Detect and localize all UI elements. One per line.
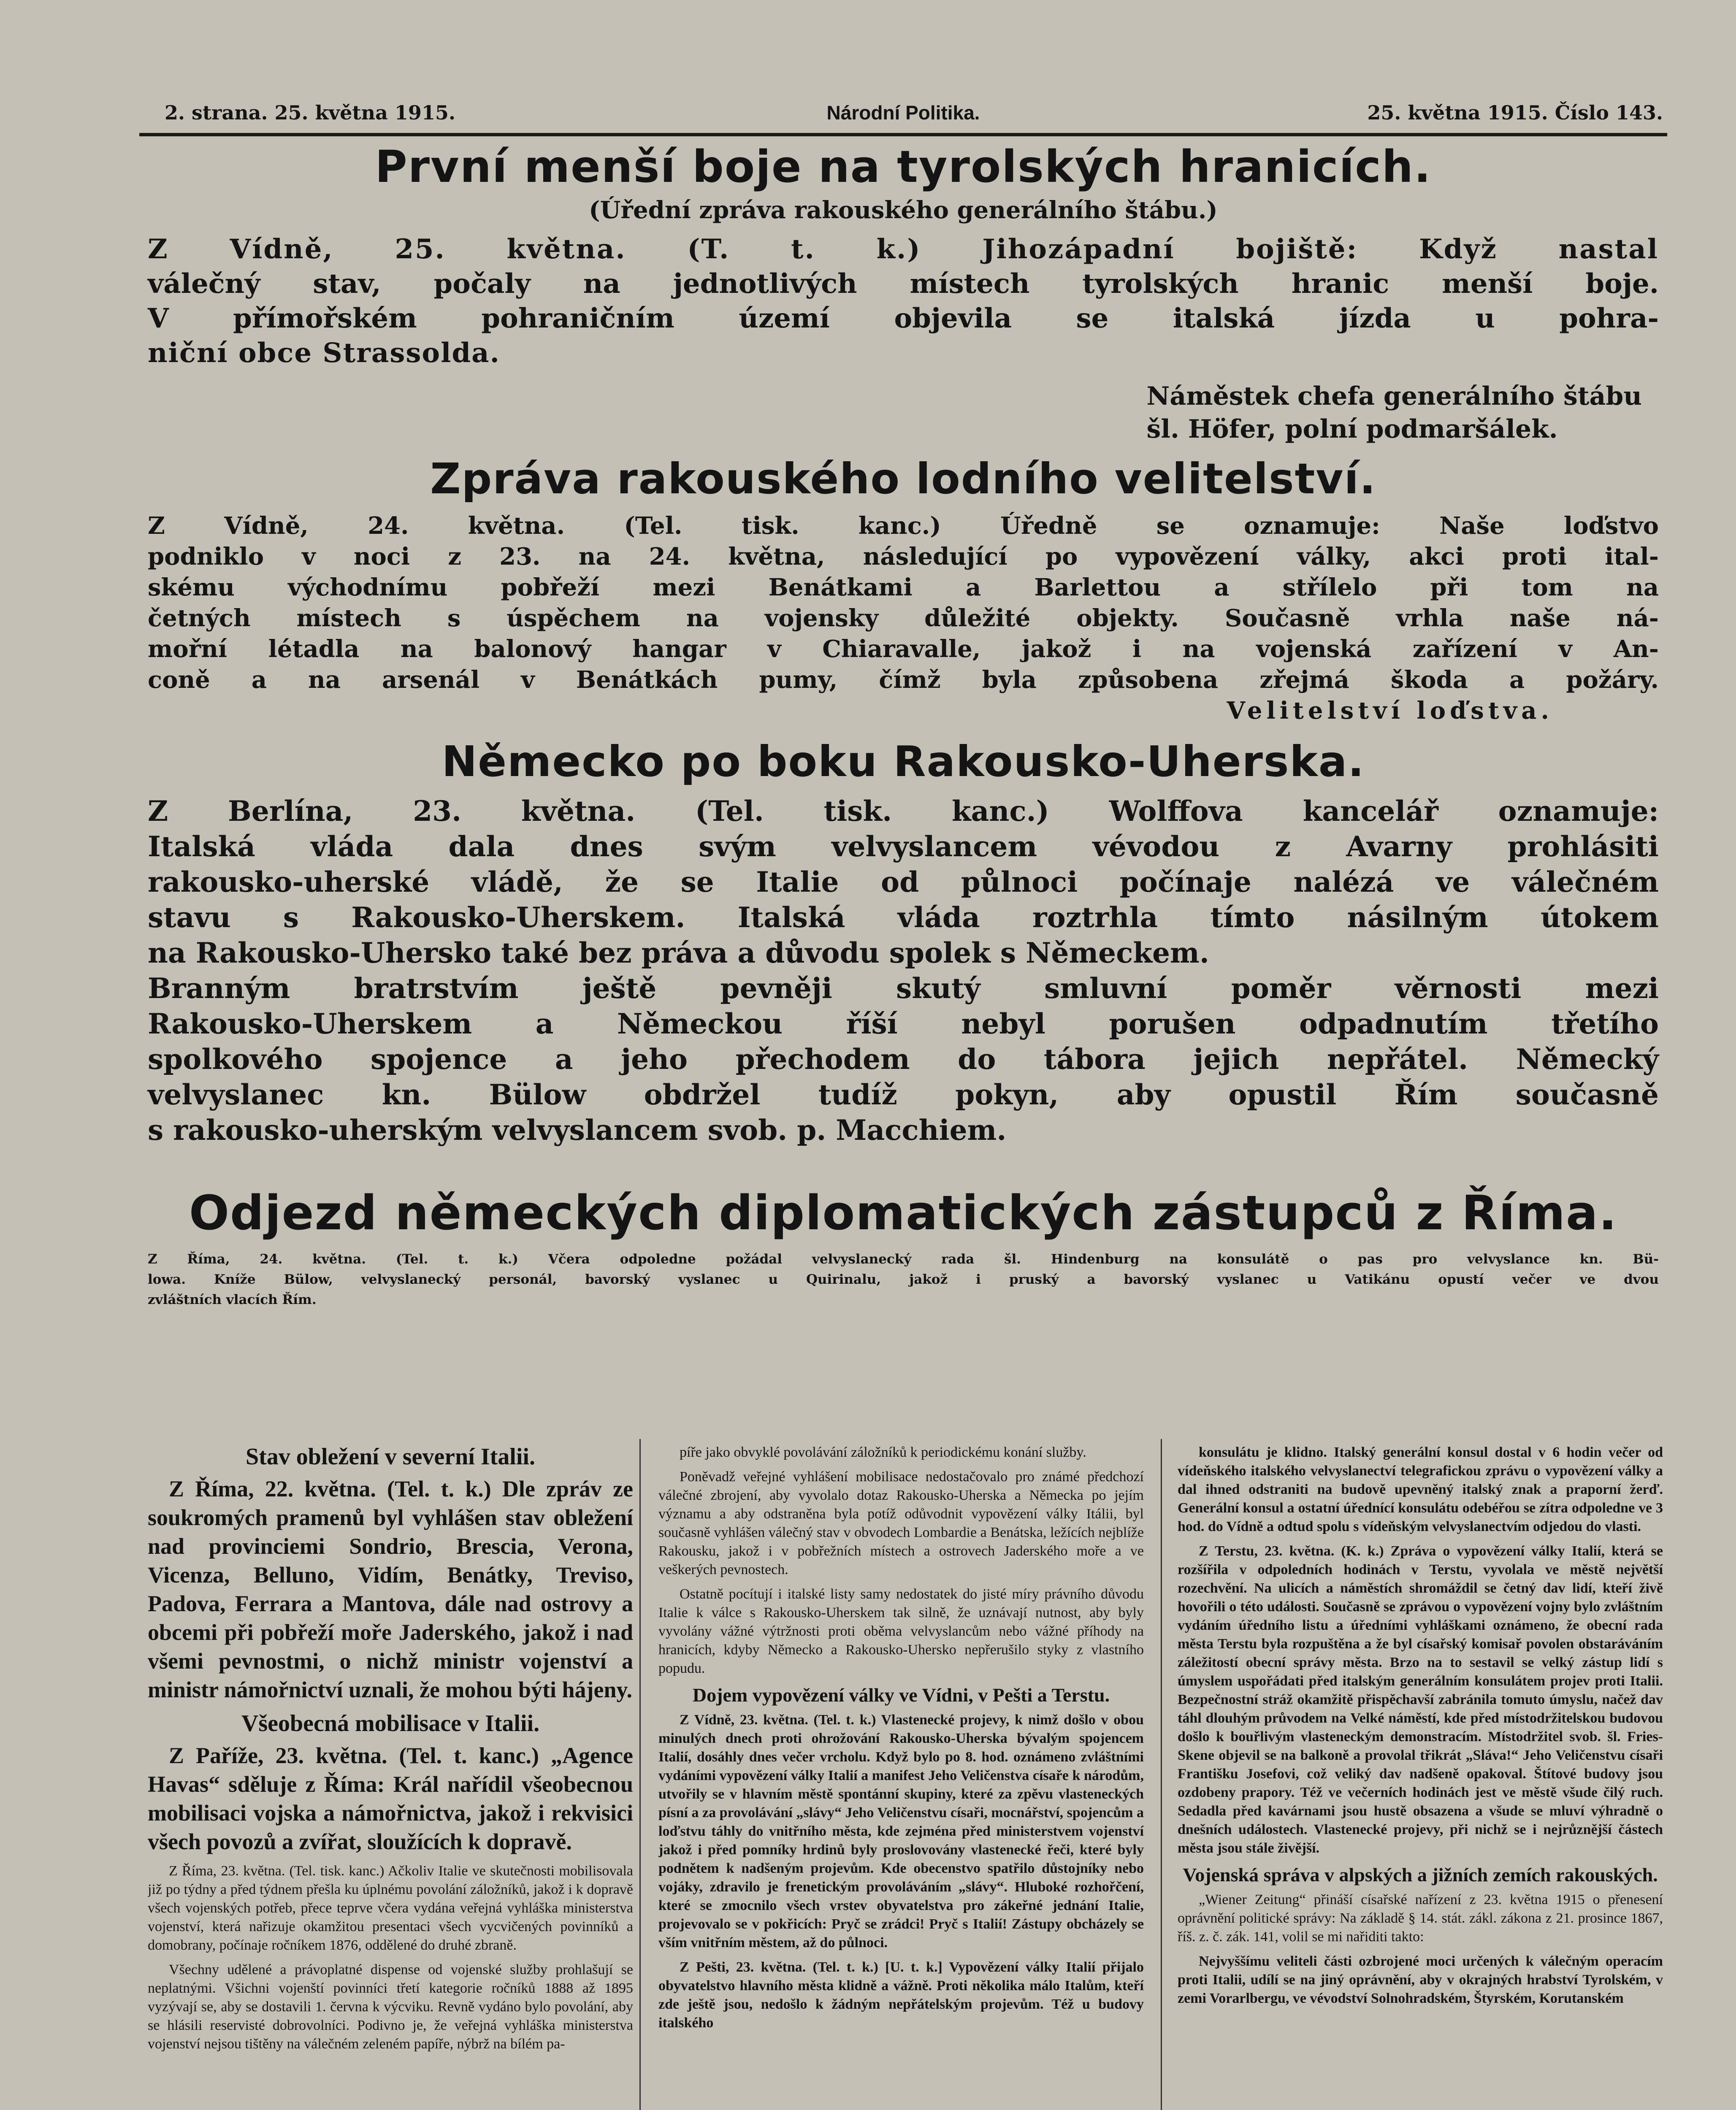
article-line: Z Vídně, 25. května. (T. t. k.) Jihozápadní bojiště: Když nastal bbox=[148, 233, 1659, 265]
column-paragraph: Poněvadž veřejné vyhlášení mobilisace nedostačovalo pro známé předchozí válečné zbrojení, aby vyvolalo dotaz Rakousko-Uherska a Německa po jejím významu a aby odstraněna byla potíž odůvodnit vypovězení války Itálii, byl současně vyhlášen válečný stav v obvodech Lombardie a Benátska, ležících nejblíže Rakousku, jakož i v pobřežních místech a ostrovech Jaderského moře a ve veškerých pevnostech. bbox=[658, 1469, 1144, 1577]
article-line: zvláštních vlacích Řím. bbox=[148, 1292, 317, 1307]
article-line: nіční obce Strassolda. bbox=[148, 337, 500, 369]
article-diplomats bbox=[148, 1182, 1659, 1310]
column-paragraph: Z Pešti, 23. května. (Tel. t. k.) [U. t. k.] Vypovězení války Italií přijalo obyvatelstvo hlavního města klidně a vážně. Proti několika málo Italům, kteří zde ještě jsou, nedošlo k žádným nepřátelským projevům. Též u budovy italského bbox=[658, 1959, 1144, 2031]
column-paragraph: píře jako obvyklé povolávání záložníků k periodickému konání služby. bbox=[680, 1445, 1086, 1460]
signature-line: Náměstek chefa generálního štábu bbox=[1146, 381, 1642, 411]
column-paragraph: konsulátu je klidno. Italský generální konsul dostal v 6 hodin večer od vídeňského italského velvyslanectví telegrafickou zprávu o vypovězení války a dal ihned odstraniti na budově upevněný italský znak a praporní žerď. Generální konsul a ostatní úřednící konsulátu odebéřou se zítra odpoledne ve 3 hod. do Vídně a odtud spolu s vídeňským velvyslanectvím odjedou do vlasti. bbox=[1178, 1445, 1663, 1534]
column-paragraph: Všechny udělené a právoplatné dispense od vojenské služby prohlašují se neplatnými. Všichni vojenští povinníci třetí kategorie ročníků 1888 až 1895 vyzývají se, aby se dostavili 1. června k výcviku. Revně vydáno bylo povolání, aby se hlásili reservisté dobrovolníci. Podivno je, že veřejná vyhláška ministerstva vojenství nejsou tištěny na válečném zeleném papíře, nýbrž na bílém pa- bbox=[148, 1962, 633, 2052]
column-paragraph: Z Říma, 23. května. (Tel. tisk. kanc.) Ačkoliv Italie ve skutečnosti mobilisovala již po týdny a před týdnem přešla ku úplnému povolání záložníků, jakož i k dopravě všech vojenských potřeb, přece teprve včera vydána veřejná vyhláška ministerstva vojenství, která nařizuje okamžitou presentaci všech vycvičených povinníků a domobrany, počínaje ročníkem 1876, oddělené do druhé zbraně. bbox=[148, 1863, 633, 1953]
section-heading: Vojenská správa v alpských a jižních zemích rakouských. bbox=[1183, 1864, 1658, 1885]
section-heading: Dojem vypovězení války ve Vídni, v Pešti a Terstu. bbox=[692, 1684, 1110, 1706]
article-line: podniklo v noci z 23. na 24. května, následující po vypovězení války, akci proti ital- bbox=[148, 543, 1659, 571]
page-content bbox=[139, 101, 1667, 2110]
header-rule bbox=[139, 133, 1667, 136]
headline-diplomats: Odjezd německých diplomatických zástupců z Říma. bbox=[189, 1186, 1618, 1241]
article-line: Z Vídně, 24. května. (Tel. tisk. kanc.) Úředně se oznamuje: Naše loďstvo bbox=[148, 512, 1659, 540]
article-line: četných místech s úspěchem na vojensky důležité objekty. Současně vrhla naše ná- bbox=[148, 604, 1659, 632]
headline-germany: Německo po boku Rakousko-Uherska. bbox=[441, 737, 1365, 786]
column-right bbox=[1178, 1443, 1663, 2110]
article-line: lowa. Kníže Bülow, velvyslanecký personál, bavorský vyslanec u Quirinalu, jakož i pruský a bavorský vyslanec u Vatikánu opustí večer ve dvou bbox=[148, 1272, 1659, 1287]
article-tyrol bbox=[148, 139, 1659, 444]
column-divider bbox=[639, 1439, 641, 2110]
article-line: Branným bratrstvím ještě pevněji skutý smluvní poměr věrnosti mezi bbox=[148, 972, 1659, 1005]
article-navy bbox=[148, 452, 1659, 726]
article-line: stavu s Rakousko-Uherskem. Italská vláda roztrhla tímto násilným útokem bbox=[148, 901, 1659, 934]
article-line: skému východnímu pobřeží mezi Benátkami a Barlettou a střílelo při tom na bbox=[148, 573, 1659, 601]
column-paragraph: Z Vídně, 23. května. (Tel. t. k.) Vlastenecké projevy, k nimž došlo v obou minulých dnech proti ohrožování Rakousko-Uherska bývalým spojencem Italií, dosáhly dnes večer vrcholu. Když bylo po 8. hod. oznámeno zvláštními vydáními vypovězení války Italií a manifest Jeho Veličenstva císaře k národům, utvořily se v hlavním městě spontánní skupiny, které za zpěvu vlasteneckých písní a za provolávání „slávy“ Jeho Veličenstvu císaři, mocnářství, spojencům a loďstvu táhly do vnitřního města, kde zejména před ministerstvem vojenství jakož i před pomníky hrdinů byly proslovovány vlastenecké řeči, které byly podnětem k nadšeným projevům. Kde obecenstvo spatřilo důstojníky nebo vojáky, zdravilo je frenetickým provoláváním „slávy“. Hluboké rozhořčení, které se zmocnilo všech vrstev obyvatelstva pro zákeřné jednání Italie, projevovalo se v pokřicích: Pryč se zrádci! Pryč s Italií! Zástupy obcházely se vším vnitřním městem, až do půlnoci. bbox=[658, 1712, 1144, 1950]
section-heading: Stav obležení v severní Italii. bbox=[246, 1444, 535, 1470]
column-paragraph: Nejvyššímu veliteli části ozbrojené moci určených k válečným operacím proti Italii, udílí se na jiný oprávnění, aby v okrajných hrabství Tyrolském, v zemi Vorarlbergu, ve vévodství Solnohradském, Štyrském, Korutanském bbox=[1178, 1953, 1663, 2006]
article-line: spolkového spojence a jeho přechodem do tábora jejich nepřátel. Německý bbox=[148, 1043, 1659, 1076]
column-paragraph: Z Paříže, 23. května. (Tel. t. kanc.) „Agence Havas“ sděluje z Říma: Král nařídil všeobecnou mobilisaci vojska a námořnictva, jakož i rekvisici všech povozů a zvířat, sloužících k dopravě. bbox=[148, 1743, 633, 1854]
article-germany bbox=[148, 734, 1659, 1148]
section-heading: Všeobecná mobilisace v Italii. bbox=[241, 1710, 540, 1737]
article-line: mořní létadla na balonový hangar v Chiaravalle, jakož i na vojenská zařízení v An- bbox=[148, 635, 1659, 663]
article-line: coně a na arsenál v Benátkách pumy, čímž byla způsobena zřejmá škoda a požáry. bbox=[148, 666, 1659, 694]
header-date-left: 2. strana. 25. května 1915. bbox=[165, 101, 455, 124]
header-masthead: Národní Politika. bbox=[826, 102, 980, 124]
article-line: s rakousko-uherským velvyslancem svob. p. Macchiem. bbox=[148, 1114, 1007, 1147]
signature-navy: Velitelství loďstva. bbox=[1227, 697, 1553, 725]
subtitle-tyrol: (Úřední zpráva rakouského generálního štábu.) bbox=[589, 196, 1218, 224]
article-line: Italská vláda dala dnes svým velvyslancem vévodou z Avarny prohlásiti bbox=[148, 830, 1659, 863]
headline-navy: Zpráva rakouského lodního velitelství. bbox=[430, 454, 1376, 503]
headline-tyrol: První menší boje na tyrolských hranicích. bbox=[375, 141, 1432, 192]
article-line: rakousko-uherské vládě, že se Italie od půlnoci počínaje nalézá ve válečném bbox=[148, 866, 1659, 898]
article-line: na Rakousko-Uhersko také bez práva a důvodu spolek s Německem. bbox=[148, 936, 1209, 969]
article-line: velvyslanec kn. Bülow obdržel tudíž pokyn, aby opustil Řím současně bbox=[148, 1078, 1659, 1111]
article-line: Rakousko-Uherskem a Německou říší nebyl porušen odpadnutím třetího bbox=[148, 1007, 1659, 1040]
article-line: V přímořském pohraničním území objevila se italská jízda u pohra- bbox=[148, 303, 1659, 334]
article-line: Z Říma, 24. května. (Tel. t. k.) Včera odpoledne požádal velvyslanecký rada šl. Hindenburg na konsulátě o pas pro velvyslance kn. Bü- bbox=[148, 1252, 1659, 1267]
column-paragraph: Z Terstu, 23. května. (K. k.) Zpráva o vypovězení války Italií, která se rozšířila v odpoledních hodinách v Terstu, vyvolala ve městě největší rozechvění. Na ulicích a náměstích shromáždil se četný dav lidí, kteří živě hovořili o této události. Současně se zprávou o vypovězení vojny bylo zvláštním vydáním úředního listu a úředními vyhláškami oznámeno, že obecní rada města Terstu byla rozpuštěna a že byl císařský komisař povolen obstaráváním záležitostí obecní správy města. Brzo na to sestavil se velký zástup lidí s úmyslem uspořádati před italským generálním konsulátem projev proti Italii. Bezpečnostní stráž okamžitě přispěchavší zabránila tomuto úmyslu, načež dav táhl dlouhým průvodem na Velké náměstí, kde před místodržitelskou budovou došlo k bouřlivým vlasteneckým demonstracím. Místodržitel svob. šl. Fries-Skene objevil se na balkoně a provolal třikrát „Sláva!“ Jeho Veličenstvu císaři Františku Josefovi, což veliký dav nadšeně opakoval. Štítové budovy jsou ozdobeny prapory. Též ve večerních hodinách jest ve městě všude čilý ruch. Sedadla před kavárnami jsou hustě obsazena a všude se mluví výhradně o dnešních událostech. Vlastenecké projevy, při nichž se i nejrůznější částech města jsou stále živější. bbox=[1178, 1543, 1663, 1856]
article-line: válečný stav, počaly na jednotlivých místech tyrolských hranic menší boje. bbox=[148, 268, 1659, 300]
header-date-right: 25. května 1915. Číslo 143. bbox=[1367, 101, 1663, 124]
column-divider bbox=[1161, 1439, 1162, 2110]
column-paragraph: Z Říma, 22. května. (Tel. t. k.) Dle zpráv ze soukromých pramenů byl vyhlášen stav obležení nad provinciemi Sondrio, Brescia, Verona, Vicenza, Belluno, Vidím, Benátky, Treviso, Padova, Ferrara a Mantova, dále nad ostrovy a obcemi při pobřeží moře Jaderského, jakož i nad všemi pevnostmi, o nichž ministr vojenství a ministr námořnictví uznali, že mohou býti hájeny. bbox=[148, 1476, 633, 1702]
column-paragraph: „Wiener Zeitung“ přináší císařské nařízení z 23. května 1915 o přenesení oprávnění politické správy: Na základě § 14. stát. zákl. zákona z 21. prosince 1867, říš. z. č. zák. 141, volil se mi nařiditi takto: bbox=[1178, 1892, 1663, 1945]
signature-line: šl. Höfer, polní podmaršálek. bbox=[1146, 414, 1558, 444]
column-middle bbox=[658, 1443, 1144, 2110]
column-left bbox=[148, 1443, 633, 2110]
article-line: Z Berlína, 23. května. (Tel. tisk. kanc.) Wolffova kancelář oznamuje: bbox=[148, 795, 1659, 828]
column-paragraph: Ostatně pocítují i italské listy samy nedostatek do jisté míry právního důvodu Italie k válce s Rakousko-Uherskem tak silně, že uznávají nutnost, aby byly vyvolány vážné výtržnosti proti oběma velvyslancům nebo vážné příhody na hranicích, kdyby Německo a Rakousko-Uhersko nepřerušilo styky z vlastního popudu. bbox=[658, 1586, 1144, 1676]
